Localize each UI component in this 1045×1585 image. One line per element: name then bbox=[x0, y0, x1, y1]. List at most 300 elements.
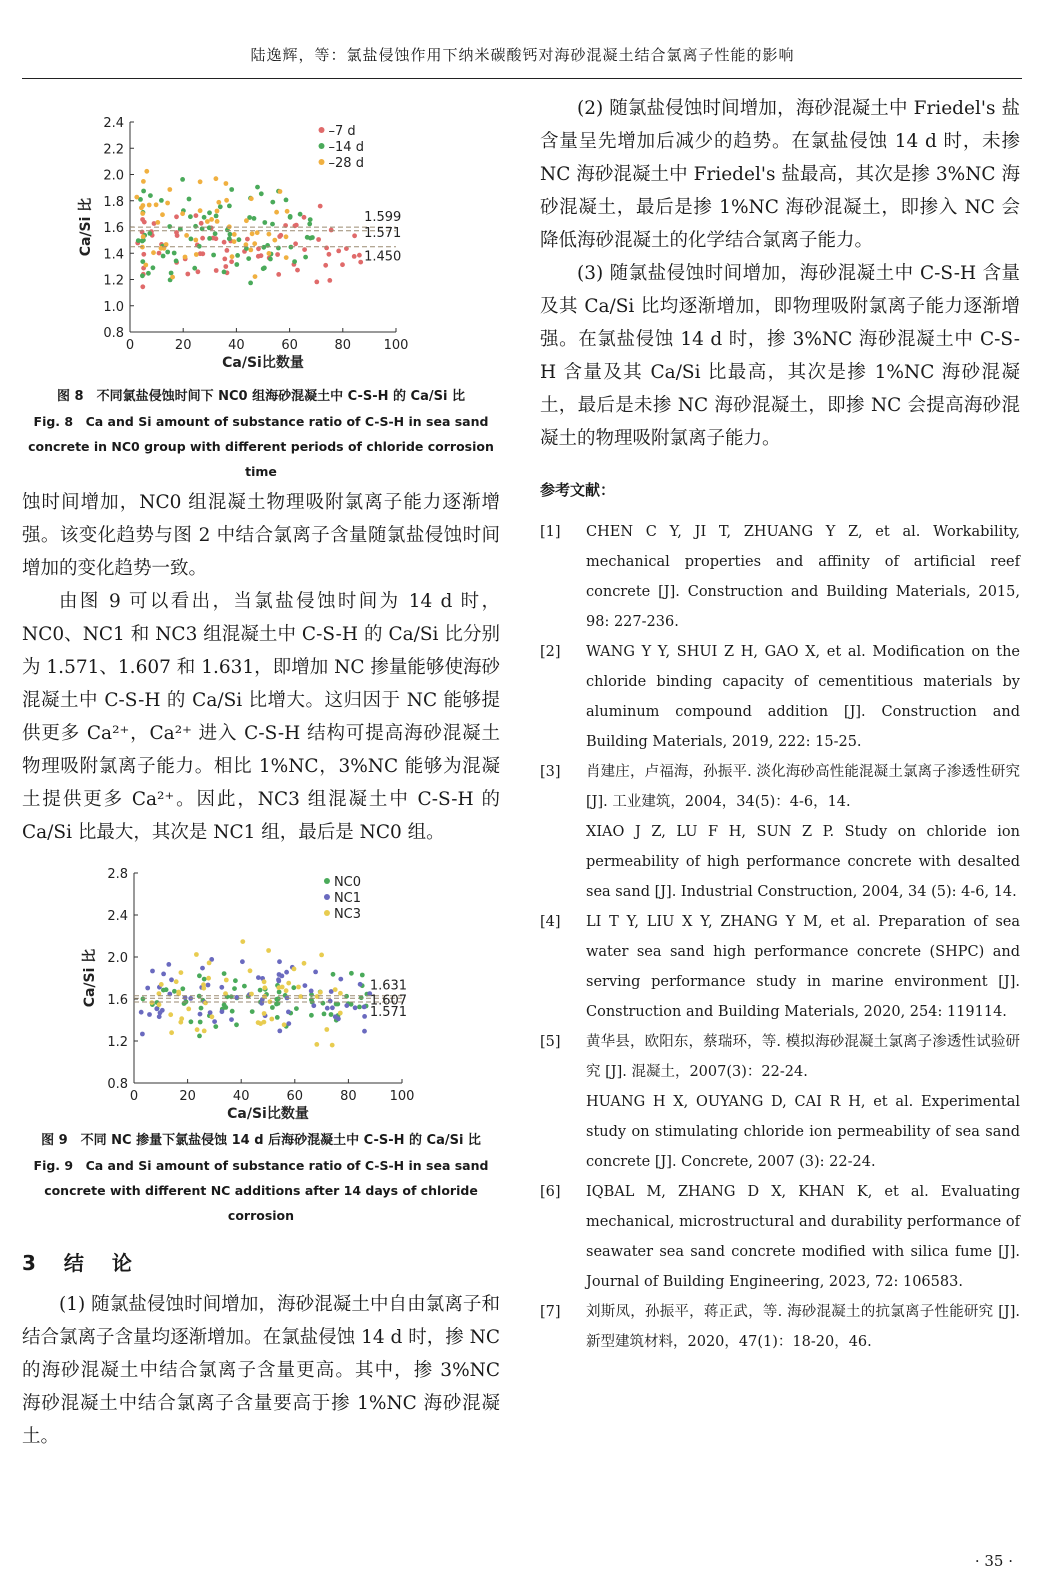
scatter-point bbox=[214, 214, 219, 219]
scatter-point bbox=[160, 1008, 165, 1013]
scatter-point bbox=[327, 278, 332, 283]
scatter-point bbox=[309, 989, 314, 994]
reference-number: [7] bbox=[540, 1304, 561, 1320]
scatter-point bbox=[277, 1029, 282, 1034]
conclusion-1: (1) 随氯盐侵蚀时间增加，海砂混凝土中自由氯离子和结合氯离子含量均逐渐增加。在氯盐侵蚀 14 d 时，掺 NC 的海砂混凝土中结合氯离子含量更高。其中，掺 3%NC 海砂混凝土中结合氯离子含量要高于掺 1%NC 海砂混凝土。 bbox=[22, 1294, 500, 1447]
scatter-point bbox=[213, 231, 218, 236]
scatter-point bbox=[282, 1022, 287, 1027]
scatter-point bbox=[192, 266, 197, 271]
scatter-point bbox=[229, 187, 234, 192]
scatter-point bbox=[302, 247, 307, 252]
scatter-point bbox=[276, 272, 281, 277]
scatter-point bbox=[176, 990, 181, 995]
scatter-point bbox=[314, 1042, 319, 1047]
scatter-point bbox=[275, 1015, 280, 1020]
scatter-point bbox=[284, 255, 289, 260]
scatter-point bbox=[160, 212, 165, 217]
scatter-point bbox=[179, 1016, 184, 1021]
scatter-point bbox=[198, 1012, 203, 1017]
scatter-point bbox=[249, 196, 254, 201]
scatter-point bbox=[286, 1010, 291, 1015]
scatter-point bbox=[307, 222, 312, 227]
scatter-point bbox=[198, 179, 203, 184]
scatter-point bbox=[166, 962, 171, 967]
scatter-point bbox=[327, 252, 332, 257]
scatter-point bbox=[230, 1009, 235, 1014]
scatter-point bbox=[267, 251, 272, 256]
scatter-point bbox=[302, 215, 307, 220]
scatter-point bbox=[208, 1010, 213, 1015]
scatter-point bbox=[169, 977, 174, 982]
figure-8 bbox=[22, 92, 500, 484]
scatter-point bbox=[261, 245, 266, 250]
x-tick-label: 100 bbox=[383, 338, 409, 353]
scatter-point bbox=[228, 232, 233, 237]
scatter-point bbox=[175, 233, 180, 238]
y-tick-label: 2.8 bbox=[107, 867, 128, 882]
scatter-point bbox=[183, 255, 188, 260]
scatter-point bbox=[270, 1005, 275, 1010]
scatter-point bbox=[227, 204, 232, 209]
scatter-point bbox=[222, 1003, 227, 1008]
scatter-point bbox=[233, 978, 238, 983]
scatter-point bbox=[189, 237, 194, 242]
scatter-point bbox=[165, 250, 170, 255]
scatter-point bbox=[165, 201, 170, 206]
scatter-point bbox=[288, 214, 293, 219]
scatter-point bbox=[143, 263, 148, 268]
scatter-point bbox=[314, 280, 319, 285]
scatter-point bbox=[169, 1030, 174, 1035]
scatter-point bbox=[174, 259, 179, 264]
legend-marker bbox=[319, 159, 325, 165]
scatter-point bbox=[357, 253, 362, 258]
scatter-point bbox=[147, 203, 152, 208]
scatter-point bbox=[161, 254, 166, 259]
scatter-point bbox=[319, 953, 324, 958]
scatter-point bbox=[275, 252, 280, 257]
y-tick-label: 2.2 bbox=[103, 142, 124, 158]
y-tick-label: 0.8 bbox=[107, 1077, 128, 1092]
figure-9-caption-zh: 图 9 不同 NC 掺量下氯盐侵蚀 14 d 后海砂混凝土中 C-S-H 的 Ca/Si 比 bbox=[41, 1133, 481, 1148]
mean-reference-label: 1.450 bbox=[364, 249, 402, 265]
scatter-point bbox=[172, 989, 177, 994]
scatter-point bbox=[259, 253, 264, 258]
scatter-point bbox=[308, 217, 313, 222]
reference-number: [5] bbox=[540, 1034, 561, 1050]
scatter-point bbox=[209, 217, 214, 222]
scatter-point bbox=[252, 241, 257, 246]
scatter-point bbox=[250, 1009, 255, 1014]
figure-8-caption-zh: 图 8 不同氯盐侵蚀时间下 NC0 组海砂混凝土中 C-S-H 的 Ca/Si 比 bbox=[57, 389, 465, 404]
reference-item bbox=[540, 517, 1020, 637]
scatter-point bbox=[303, 983, 308, 988]
scatter-point bbox=[207, 236, 212, 241]
scatter-point bbox=[202, 215, 207, 220]
scatter-point bbox=[262, 220, 267, 225]
x-axis-label: Ca/Si比数量 bbox=[222, 355, 304, 371]
scatter-point bbox=[262, 266, 267, 271]
scatter-point bbox=[302, 961, 307, 966]
scatter-point bbox=[286, 1021, 291, 1026]
scatter-point bbox=[237, 237, 242, 242]
scatter-point bbox=[352, 254, 357, 259]
scatter-point bbox=[240, 959, 245, 964]
reference-text: WANG Y Y, SHUI Z H, GAO X, et al. Modification on the chloride binding capacity of cementitious materials by aluminum compound addition [J]. Construction and Building Materials, 2019, 222: 15-25. bbox=[586, 644, 1020, 750]
scatter-point bbox=[246, 256, 251, 261]
reference-item bbox=[540, 637, 1020, 757]
x-tick-label: 100 bbox=[389, 1089, 415, 1104]
scatter-point bbox=[262, 979, 267, 984]
scatter-point bbox=[212, 1019, 217, 1024]
paragraph-fig9-analysis: 由图 9 可以看出，当氯盐侵蚀时间为 14 d 时，NC0、NC1 和 NC3 组混凝土中 C-S-H 的 Ca/Si 比分别为 1.571、1.607 和 1.631，即增加 NC 掺量能够使海砂混凝土中 C-S-H 的 Ca/Si 比增大。这归因于 NC 能够提供更多 Ca²⁺，Ca²⁺ 进入 C-S-H 结构可提高海砂混凝土物理吸附氯离子能力。相比 1%NC，3%NC 能够为混凝土提供更多 Ca²⁺。因此，NC3 组混凝土中 C-S-H 的 Ca/Si 比最大，其次是 NC1 组，最后是 NC0 组。 bbox=[22, 591, 500, 843]
scatter-point bbox=[141, 234, 146, 239]
scatter-point bbox=[199, 1006, 204, 1011]
scatter-point bbox=[229, 259, 234, 264]
scatter-point bbox=[270, 222, 275, 227]
scatter-point bbox=[218, 204, 223, 209]
scatter-point bbox=[164, 987, 169, 992]
scatter-point bbox=[167, 187, 172, 192]
scatter-point bbox=[234, 262, 239, 267]
scatter-point bbox=[333, 987, 338, 992]
scatter-point bbox=[336, 249, 341, 254]
scatter-point bbox=[362, 1005, 367, 1010]
scatter-point bbox=[185, 272, 190, 277]
conclusion-3: (3) 随氯盐侵蚀时间增加，海砂混凝土中 C-S-H 含量及其 Ca/Si 比均逐渐增加，即物理吸附氯离子能力逐渐增强。在氯盐侵蚀 14 d 时，掺 3%NC 海砂混凝土中 C-S-H 含量及其 Ca/Si 比最高，其次是掺 1%NC 海砂混凝土，最后是未掺 NC 海砂混凝土，即掺 NC 会提高海砂混凝土的物理吸附氯离子能力。 bbox=[540, 263, 1020, 449]
x-tick-label: 0 bbox=[125, 338, 135, 353]
scatter-point bbox=[207, 210, 212, 215]
scatter-point bbox=[146, 271, 151, 276]
header-rule bbox=[22, 78, 1022, 79]
reference-number: [6] bbox=[540, 1184, 561, 1200]
scatter-point bbox=[223, 264, 228, 269]
scatter-point bbox=[222, 257, 227, 262]
scatter-point bbox=[321, 1001, 326, 1006]
mean-reference-label: 1.631 bbox=[369, 978, 408, 994]
scatter-point bbox=[284, 988, 289, 993]
scatter-point bbox=[284, 198, 289, 203]
scatter-point bbox=[250, 231, 255, 236]
scatter-point bbox=[197, 973, 202, 978]
scatter-point bbox=[197, 1034, 202, 1039]
figure-9-chart bbox=[22, 859, 500, 1124]
scatter-point bbox=[278, 233, 283, 238]
scatter-point bbox=[151, 265, 156, 270]
scatter-point bbox=[266, 948, 271, 953]
reference-item bbox=[540, 1027, 1020, 1177]
scatter-point bbox=[149, 1000, 154, 1005]
mean-reference-label: 1.607 bbox=[369, 993, 408, 1009]
scatter-point bbox=[230, 254, 235, 259]
scatter-point bbox=[338, 991, 343, 996]
scatter-point bbox=[225, 248, 230, 253]
reference-number: [3] bbox=[540, 764, 561, 780]
scatter-point bbox=[140, 211, 145, 216]
scatter-point bbox=[194, 213, 199, 218]
scatter-point bbox=[262, 985, 267, 990]
scatter-point bbox=[205, 219, 210, 224]
scatter-point bbox=[358, 982, 363, 987]
scatter-point bbox=[200, 966, 205, 971]
scatter-point bbox=[353, 1005, 358, 1010]
y-tick-label: 2.0 bbox=[103, 168, 124, 184]
scatter-point bbox=[248, 968, 253, 973]
scatter-point bbox=[311, 1003, 316, 1008]
scatter-point bbox=[213, 1024, 218, 1029]
scatter-point bbox=[224, 198, 229, 203]
figure-8-caption-en: Fig. 8 Ca and Si amount of substance ratio of C-S-H in sea sand concrete in NC0 group with different periods of chloride corrosion time bbox=[28, 414, 494, 479]
scatter-point bbox=[322, 1012, 327, 1017]
scatter-point bbox=[140, 217, 145, 222]
scatter-point bbox=[206, 983, 211, 988]
reference-text-en: XIAO J Z, LU F H, SUN Z P. Study on chloride ion permeability of high performance concrete with desalted sea sand [J]. Industrial Construction, 2004, 34 (5): 4-6, 14. bbox=[586, 824, 1020, 900]
figure-9 bbox=[22, 859, 500, 1228]
scatter-point bbox=[274, 210, 279, 215]
scatter-point bbox=[316, 237, 321, 242]
scatter-point bbox=[331, 972, 336, 977]
figure-8-chart bbox=[22, 92, 500, 382]
scatter-point bbox=[167, 224, 172, 229]
scatter-point bbox=[215, 219, 220, 224]
scatter-point bbox=[323, 263, 328, 268]
x-tick-label: 60 bbox=[286, 1089, 304, 1104]
conclusion-2: (2) 随氯盐侵蚀时间增加，海砂混凝土中 Friedel's 盐含量呈先增加后减少的趋势。在氯盐侵蚀 14 d 时，未掺 NC 海砂混凝土中 Friedel's 盐最高，其次是掺 3%NC 海砂混凝土，最后是掺 1%NC 海砂混凝土，即掺入 NC 会降低海砂混凝土的化学结合氯离子能力。 bbox=[540, 98, 1020, 251]
scatter-point bbox=[169, 271, 174, 276]
scatter-point bbox=[201, 982, 206, 987]
scatter-point bbox=[224, 181, 229, 186]
section-title-conclusions: 3 结 论 bbox=[22, 1251, 136, 1275]
scatter-point bbox=[292, 259, 297, 264]
reference-text: LI T Y, LIU X Y, ZHANG Y M, et al. Preparation of sea water sea sand high performance concrete (SHPC) and serving performance study in marine environment [J]. Construction and Building Materials, 2020, 254: 119114. bbox=[586, 914, 1020, 1020]
legend-marker bbox=[319, 143, 325, 149]
scatter-point bbox=[336, 1016, 341, 1021]
scatter-point bbox=[258, 988, 263, 993]
scatter-point bbox=[140, 1032, 145, 1037]
scatter-point bbox=[330, 1043, 335, 1048]
reference-text: 刘斯凤，孙振平，蒋正武，等. 海砂混凝土的抗氯离子性能研究 [J]. 新型建筑材料，2020，47(1)：18-20，46. bbox=[586, 1304, 1020, 1350]
scatter-point bbox=[296, 985, 301, 990]
scatter-point bbox=[222, 971, 227, 976]
reference-item bbox=[540, 1297, 1020, 1357]
scatter-point bbox=[229, 1017, 234, 1022]
scatter-point bbox=[286, 981, 291, 986]
scatter-point bbox=[227, 236, 232, 241]
scatter-point bbox=[270, 200, 275, 205]
y-tick-label: 1.8 bbox=[103, 194, 124, 210]
legend-marker bbox=[324, 878, 330, 884]
scatter-point bbox=[154, 202, 159, 207]
scatter-point bbox=[206, 976, 211, 981]
scatter-point bbox=[141, 179, 146, 184]
scatter-point bbox=[150, 969, 155, 974]
scatter-point bbox=[295, 268, 300, 273]
scatter-point bbox=[234, 1022, 239, 1027]
scatter-point bbox=[324, 1027, 329, 1032]
scatter-point bbox=[280, 974, 285, 979]
scatter-point bbox=[195, 1027, 200, 1032]
scatter-point bbox=[144, 169, 149, 174]
scatter-point bbox=[151, 250, 156, 255]
scatter-point bbox=[362, 1014, 367, 1019]
y-tick-label: 1.2 bbox=[107, 1035, 128, 1050]
reference-text-en: HUANG H X, OUYANG D, CAI R H, et al. Experimental study on stimulating chloride ion permeability of sea sand concrete [J]. Concrete, 2007 (3): 22-24. bbox=[586, 1094, 1020, 1170]
x-tick-label: 40 bbox=[232, 1089, 250, 1104]
scatter-point bbox=[154, 1006, 159, 1011]
reference-text: CHEN C Y, JI T, ZHUANG Y Z, et al. Workability, mechanical properties and affinity of artificial reef concrete [J]. Construction and Building Materials, 2015, 98: 227-236. bbox=[586, 524, 1020, 630]
scatter-point bbox=[199, 221, 204, 226]
scatter-point bbox=[255, 185, 260, 190]
x-tick-label: 20 bbox=[179, 1089, 196, 1104]
y-tick-label: 2.4 bbox=[107, 909, 128, 924]
scatter-point bbox=[248, 281, 253, 286]
reference-text: IQBAL M, ZHANG D X, KHAN K, et al. Evaluating mechanical, microstructural and durability performance of seawater sea sand concrete modified with silica fume [J]. Journal of Building Engineering, 2023, 72: 106583. bbox=[586, 1184, 1020, 1290]
scatter-point bbox=[259, 191, 264, 196]
scatter-point bbox=[196, 269, 201, 274]
scatter-point bbox=[193, 224, 198, 229]
scatter-point bbox=[147, 1012, 152, 1017]
scatter-point bbox=[216, 200, 221, 205]
scatter-point bbox=[174, 214, 179, 219]
legend-label: NC1 bbox=[333, 891, 362, 906]
x-axis-label: Ca/Si比数量 bbox=[227, 1106, 309, 1122]
page-number: · 35 · bbox=[974, 1552, 1013, 1570]
scatter-point bbox=[313, 970, 318, 975]
scatter-point bbox=[140, 273, 145, 278]
scatter-point bbox=[174, 979, 179, 984]
scatter-point bbox=[272, 238, 277, 243]
scatter-point bbox=[267, 232, 272, 237]
scatter-point bbox=[211, 253, 216, 258]
scatter-point bbox=[134, 195, 139, 200]
scatter-point bbox=[232, 239, 237, 244]
reference-text: 肖建庄，卢福海，孙振平. 淡化海砂高性能混凝土氯离子渗透性研究 [J]. 工业建筑，2004，34(5)：4-6，14. XIAO J Z, LU F H, SUN Z P. Study on chloride ion permeability of high performance concrete with desalted sea sand [J]. Industrial Construction, 2004, 34 (5): 4-6, 14. bbox=[586, 757, 1020, 907]
scatter-point bbox=[147, 231, 152, 236]
scatter-point bbox=[203, 1001, 208, 1006]
paragraph-continuation: 蚀时间增加，NC0 组混凝土物理吸附氯离子能力逐渐增强。该变化趋势与图 2 中结合氯离子含量随氯盐侵蚀时间增加的变化趋势一致。 bbox=[22, 492, 500, 579]
scatter-point bbox=[253, 274, 258, 279]
scatter-point bbox=[235, 253, 240, 258]
scatter-point bbox=[242, 984, 247, 989]
scatter-point bbox=[141, 252, 146, 257]
scatter-point bbox=[252, 216, 257, 221]
scatter-point bbox=[210, 1014, 215, 1019]
scatter-point bbox=[214, 176, 219, 181]
scatter-point bbox=[262, 1011, 267, 1016]
x-tick-label: 0 bbox=[129, 1089, 139, 1104]
reference-item bbox=[540, 757, 1020, 907]
scatter-point bbox=[329, 1012, 334, 1017]
running-header: 陆逸辉，等：氯盐侵蚀作用下纳米碳酸钙对海砂混凝土结合氯离子性能的影响 bbox=[250, 46, 795, 64]
scatter-point bbox=[309, 1013, 314, 1018]
scatter-point bbox=[232, 232, 237, 237]
scatter-point bbox=[245, 237, 250, 242]
reference-list bbox=[540, 517, 1020, 1357]
legend-marker bbox=[324, 894, 330, 900]
scatter-point bbox=[349, 971, 354, 976]
y-tick-label: 1.2 bbox=[103, 273, 124, 289]
scatter-point bbox=[207, 961, 212, 966]
scatter-point bbox=[179, 970, 184, 975]
scatter-point bbox=[329, 228, 334, 233]
scatter-point bbox=[220, 1009, 225, 1014]
scatter-point bbox=[157, 251, 162, 256]
scatter-point bbox=[148, 193, 153, 198]
y-tick-label: 1.4 bbox=[103, 247, 124, 263]
scatter-point bbox=[141, 997, 146, 1002]
y-axis-label: Ca/Si 比 bbox=[78, 197, 94, 257]
mean-reference-label: 1.571 bbox=[364, 225, 402, 241]
scatter-point bbox=[318, 990, 323, 995]
scatter-point bbox=[198, 208, 203, 213]
scatter-point bbox=[139, 1010, 144, 1015]
reference-item bbox=[540, 907, 1020, 1027]
scatter-point bbox=[360, 973, 365, 978]
scatter-point bbox=[277, 959, 282, 964]
scatter-point bbox=[293, 241, 298, 246]
scatter-point bbox=[168, 1012, 173, 1017]
scatter-point bbox=[202, 977, 207, 982]
legend-marker bbox=[319, 127, 325, 133]
legend-label: –14 d bbox=[328, 140, 364, 155]
scatter-point bbox=[362, 1029, 367, 1034]
scatter-point bbox=[340, 262, 345, 267]
scatter-point bbox=[325, 1006, 330, 1011]
reference-number: [4] bbox=[540, 914, 561, 930]
scatter-point bbox=[232, 986, 237, 991]
scatter-point bbox=[188, 214, 193, 219]
scatter-point bbox=[159, 198, 164, 203]
scatter-point bbox=[338, 1011, 343, 1016]
y-axis-label: Ca/Si 比 bbox=[82, 948, 98, 1008]
y-tick-label: 1.6 bbox=[103, 221, 124, 236]
scatter-point bbox=[244, 218, 249, 223]
scatter-point bbox=[318, 204, 323, 209]
scatter-point bbox=[187, 197, 192, 202]
legend-label: NC0 bbox=[333, 875, 362, 890]
figure-9-caption-en: Fig. 9 Ca and Si amount of substance ratio of C-S-H in sea sand concrete with different NC additions after 14 days of chloride corrosion bbox=[33, 1158, 489, 1223]
scatter-point bbox=[357, 1005, 362, 1010]
scatter-point bbox=[277, 990, 282, 995]
scatter-point bbox=[330, 1005, 335, 1010]
scatter-point bbox=[186, 1007, 191, 1012]
scatter-point bbox=[222, 240, 227, 245]
mean-reference-label: 1.571 bbox=[369, 1005, 408, 1021]
legend-label: NC3 bbox=[333, 907, 362, 922]
scatter-point bbox=[170, 275, 175, 280]
scatter-point bbox=[145, 986, 150, 991]
scatter-point bbox=[139, 205, 144, 210]
scatter-point bbox=[140, 284, 145, 289]
scatter-point bbox=[202, 1029, 207, 1034]
scatter-point bbox=[276, 979, 281, 984]
x-tick-label: 40 bbox=[228, 338, 245, 353]
scatter-point bbox=[284, 234, 289, 239]
scatter-point bbox=[338, 977, 343, 982]
scatter-point bbox=[159, 982, 164, 987]
scatter-point bbox=[219, 985, 224, 990]
left-column bbox=[22, 92, 500, 1453]
x-tick-label: 60 bbox=[281, 338, 298, 353]
scatter-point bbox=[194, 952, 199, 957]
scatter-point bbox=[292, 967, 297, 972]
scatter-point bbox=[207, 225, 212, 230]
scatter-point bbox=[200, 236, 205, 241]
scatter-point bbox=[308, 236, 313, 241]
scatter-point bbox=[155, 220, 160, 225]
scatter-point bbox=[136, 238, 141, 243]
scatter-point bbox=[280, 985, 285, 990]
